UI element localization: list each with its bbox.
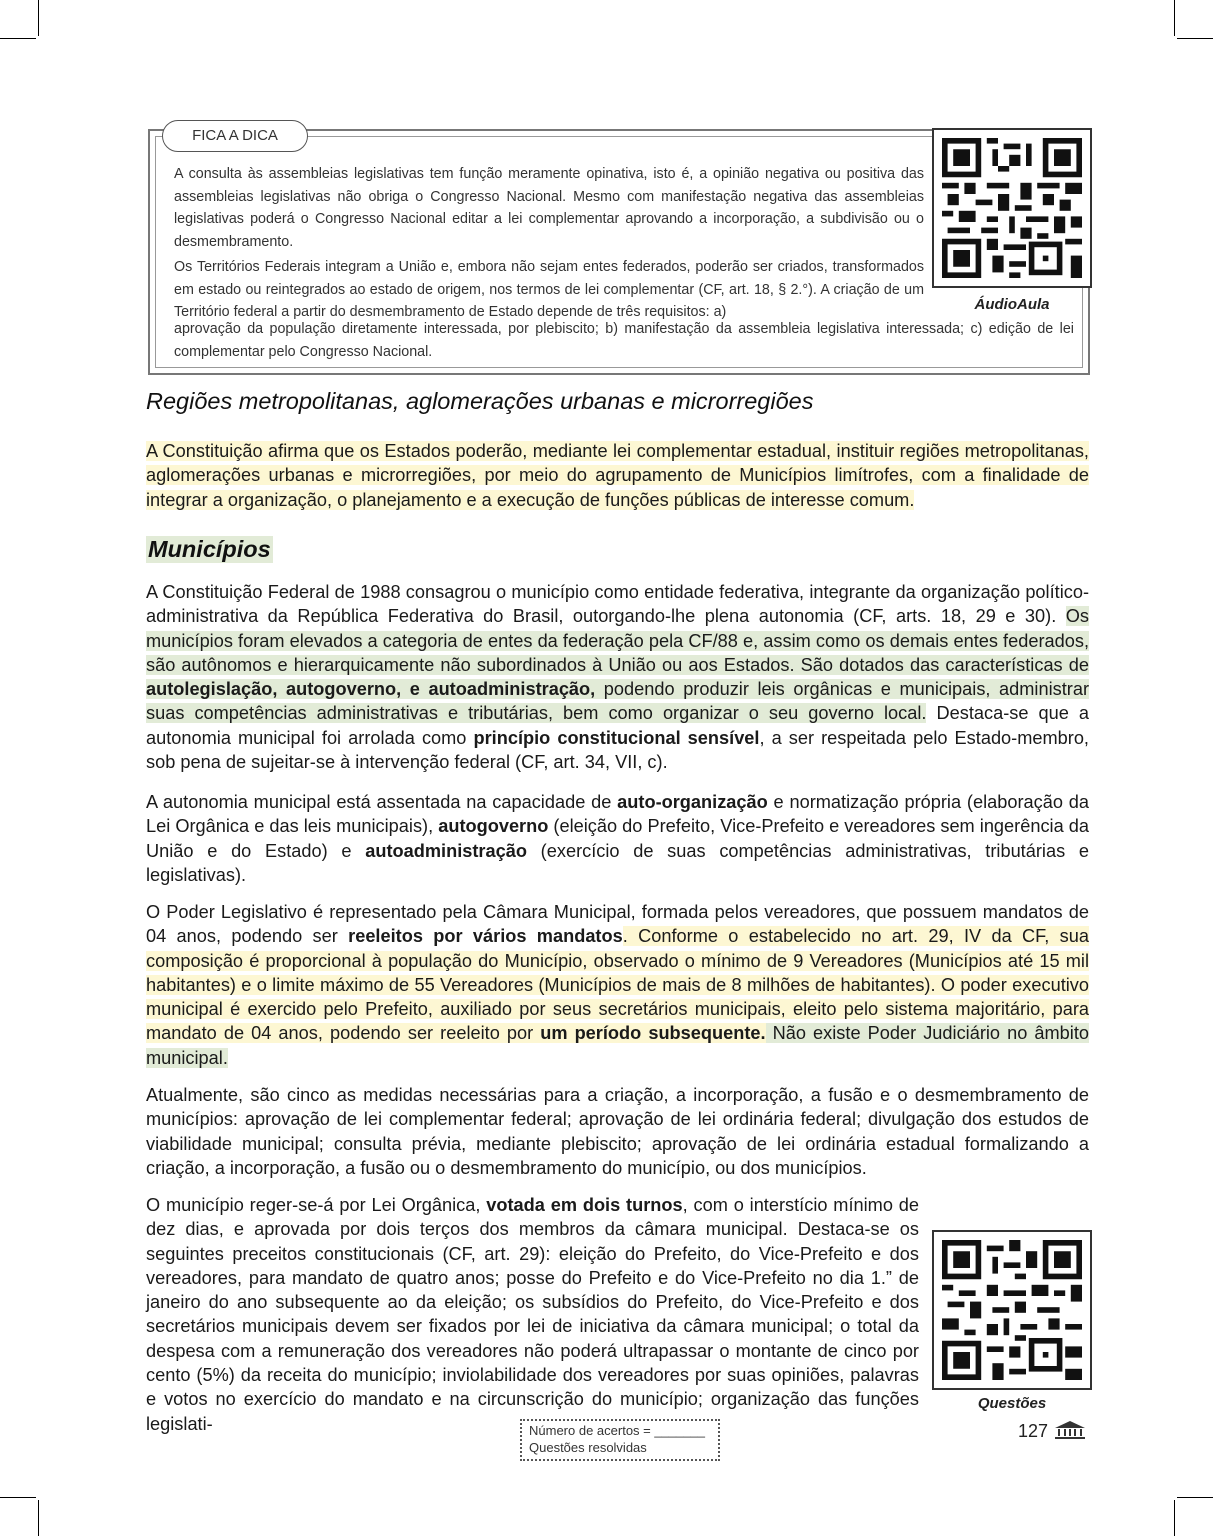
bold-text: princípio constitucional sensível	[473, 727, 760, 748]
municipios-paragraph-3	[146, 900, 1089, 1070]
crop-mark	[1177, 1497, 1213, 1498]
text-span: Os municípios foram elevados a categoria de entes da federação pela CF/88 e, assim como os demais entes federados, são autônomos e hierarquicamente não subordinados à União ou aos Estados. São dotados das características de	[146, 606, 1090, 675]
crop-mark	[1174, 1500, 1175, 1536]
text-span: O município reger-se-á por Lei Orgânica,	[146, 1195, 487, 1215]
section-1-paragraph	[146, 439, 1089, 512]
crop-mark	[1174, 0, 1175, 36]
page-number: 127	[1018, 1421, 1049, 1441]
text-span: podendo produzir leis orgânicas e municipais, administrar suas competências administrativas e tributárias, bem como organizar o seu governo local.	[146, 679, 1090, 724]
text-span: (exercício de suas competências administrativas, tributárias e legislativas).	[146, 840, 1089, 885]
qr-code-icon	[942, 1240, 1082, 1380]
text-span: (eleição do Prefeito, Vice-Prefeito e vereadores sem ingerência da União e do Estado) e	[146, 816, 1089, 861]
score-questions-solved: Questões resolvidas	[529, 1440, 647, 1455]
bold-text: votada em dois turnos	[486, 1195, 683, 1215]
text-span: A Constituição Federal de 1988 consagrou o município como entidade federativa, integrante da organização político-administrativa da República Federativa do Brasil, outorgando-lhe plena autonomia (CF, arts. 18, 29 e 30).	[146, 582, 1089, 627]
text-span: A autonomia municipal está assentada na capacidade de	[146, 792, 618, 812]
text-span: . Conforme o estabelecido no art. 29, IV da CF, sua composição é proporcional à população do Município, observado o mínimo de 9 Vereadores (Municípios até 15 mil habitantes) e o limite máximo de 55 Vereadores (Municípios de mais de 8 milhões de habitantes). O poder executivo municipal é exercido pelo Prefeito, auxiliado por seus secretários municipais, eleito pelo sistema majoritário, para mandato de 04 anos, podendo ser reeleito por	[146, 926, 1089, 1044]
bold-text: um período subsequente.	[540, 1023, 766, 1044]
text-span: O Poder Legislativo é representado pela Câmara Municipal, formada pelos vereadores, que possuem mandatos de 04 anos, podendo ser	[146, 902, 1089, 947]
tip-paragraph-1: A consulta às assembleias legislativas tem função meramente opinativa, isto é, a opinião negativa ou positiva das assembleias legislativas não obriga o Congresso Nacional. Mesmo com manifestação negativa das assembleias legislativas poderá o Congresso Nacional editar a lei complementar aprovando a incorporação, a subdivisão ou o desmembramento.	[174, 166, 924, 250]
crop-mark	[0, 1497, 36, 1498]
questoes-caption: Questões	[977, 1395, 1047, 1412]
score-correct-answers: Número de acertos = _______	[529, 1423, 705, 1438]
text-span: , a ser respeitada pelo Estado-membro, sob pena de sujeitar-se à intervenção federal (CF, art. 34, VII, c).	[146, 727, 1089, 773]
audioaula-qr-code[interactable]	[932, 128, 1092, 288]
bold-text: autogoverno	[438, 816, 549, 837]
bold-text: auto-organização	[617, 792, 768, 812]
tip-paragraph-2-continued: aprovação da população diretamente interessada, por plebiscito; b) manifestação da assembleia legislativa interessada; c) edição de lei complementar pelo Congresso Nacional.	[174, 321, 1074, 360]
municipios-paragraph-4: Atualmente, são cinco as medidas necessárias para a criação, a incorporação, a fusão e o desmembramento de municípios: aprovação de lei complementar federal; aprovação de lei ordinária federal; divulgação dos estudos de viabilidade municipal; consulta prévia, mediante plebiscito; aprovação de lei ordinária estadual formalizando a criação, a incorporação, a fusão ou o desmembramento do município, ou dos municípios.	[146, 1085, 1089, 1178]
qr-code-icon	[942, 138, 1082, 278]
text-span: , com o interstício mínimo de dez dias, e aprovada por dois terços dos membros da câmara municipal. Destaca-se os seguintes preceitos constitucionais (CF, art. 29): eleição do Prefeito, do Vice-Prefeito e dos vereadores, para mandato de quatro anos; posse do Prefeito e do Vice-Prefeito no dia 1.” de janeiro do ano subsequente ao da eleição; os subsídios do Prefeito, do Vice-Prefeito e dos secretários municipais devem ser fixados por lei de iniciativa da câmara municipal; o total da despesa com a remuneração dos vereadores não poderá ultrapassar o montante de cinco por cento (5%) da receita do município; inviolabilidade dos vereadores por suas opiniões, palavras e votos no exercício do mandato e na circunscrição do município; organização das funções legislati-	[146, 1195, 919, 1434]
tip-label: FICA A DICA	[162, 120, 308, 152]
bold-text: autolegislação, autogoverno, e autoadministração,	[146, 679, 596, 700]
bold-text: autoadministração	[365, 840, 527, 861]
municipios-paragraph-1	[146, 580, 1089, 774]
crop-mark	[0, 38, 36, 39]
municipios-paragraph-2	[146, 790, 1089, 887]
bold-text: reeleitos por vários mandatos	[348, 926, 623, 947]
crop-mark	[38, 1500, 39, 1536]
questoes-qr-code[interactable]	[932, 1230, 1092, 1390]
crop-mark	[38, 0, 39, 36]
crop-mark	[1177, 38, 1213, 39]
highlighted-text: A Constituição afirma que os Estados poderão, mediante lei complementar estadual, instituir regiões metropolitanas, aglomerações urbanas e microrregiões, por meio do agrupamento de Municípios limítrofes, com a finalidade de integrar a organização, o planejamento e a execução de funções públicas de interesse comum.	[146, 441, 1089, 510]
tip-paragraph-2: Os Territórios Federais integram a União e, embora não sejam entes federados, poderão ser criados, transformados em estado ou reintegrados ao estado de origem, nos termos de lei complementar (CF, art. 18, § 2.°). A criação de um Território federal a partir do desmembramento de Estado depende de três requisitos: a)	[174, 259, 924, 320]
audioaula-caption: ÁudioAula	[974, 296, 1050, 313]
institution-logo-icon	[1054, 1420, 1086, 1440]
section-heading-municipios: Municípios	[148, 536, 271, 562]
section-heading-regioes: Regiões metropolitanas, aglomerações urbanas e microrregiões	[146, 388, 814, 414]
text-span: e normatização própria (elaboração da Lei Orgânica e das leis municipais),	[146, 792, 1089, 837]
highlighted-text: Não existe Poder Judiciário no âmbito municipal.	[146, 1023, 1089, 1068]
text-span: Destaca-se que a autonomia municipal foi arrolada como	[146, 703, 1089, 748]
